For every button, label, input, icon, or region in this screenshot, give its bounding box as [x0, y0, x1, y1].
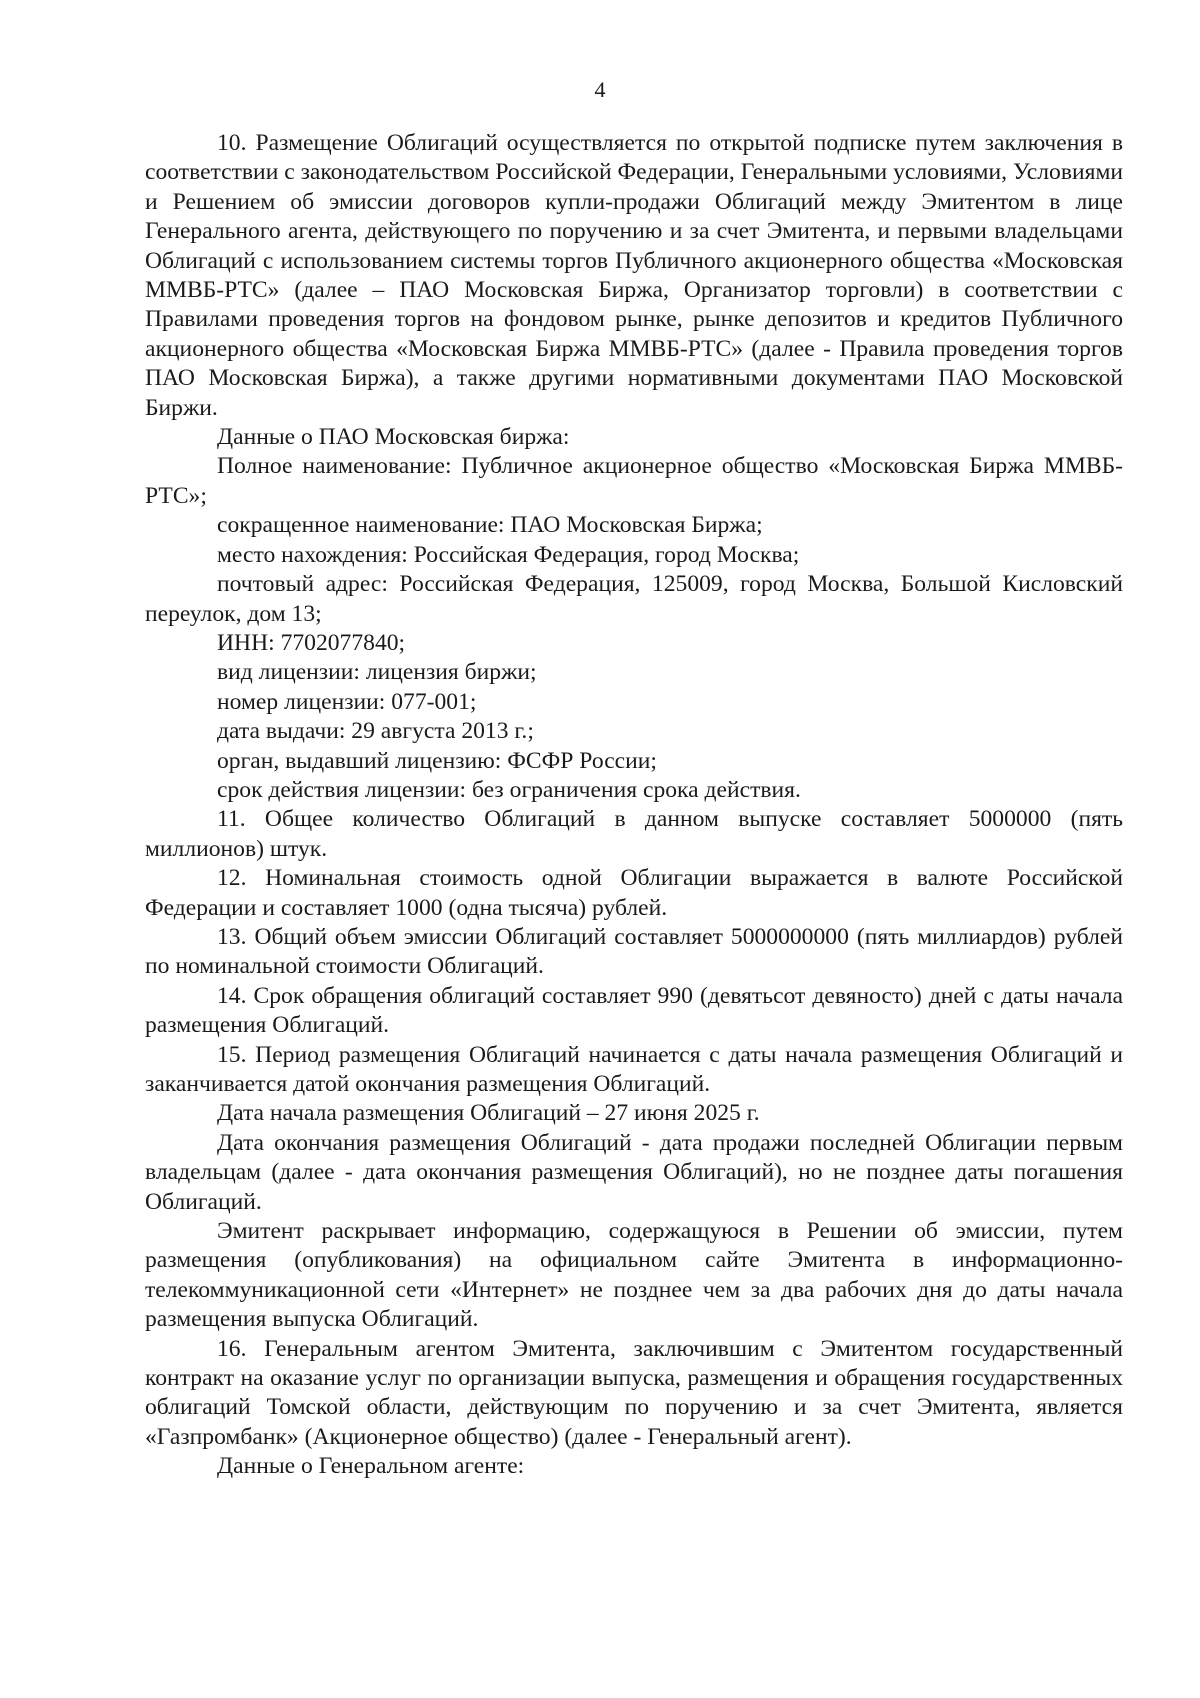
paragraph-license-type: вид лицензии: лицензия биржи;	[217, 659, 537, 686]
paragraph-general-agent-heading: Данные о Генеральном агенте:	[217, 1453, 525, 1480]
paragraph-12-nominal-value: 12. Номинальная стоимость одной Облигации выражается в валюте Российской Федерации и составляет 1000 (одна тысяча) рублей.	[145, 865, 1123, 921]
paragraph-exchange-full-name: Полное наименование: Публичное акционерное общество «Московская Биржа ММВБ-РТС»;	[145, 453, 1123, 509]
paragraph-16-general-agent: 16. Генеральным агентом Эмитента, заключившим с Эмитентом государственный контракт на оказание услуг по организации выпуска, размещения и обращения государственных облигаций Томской области, действующим по поручению и за счет Эмитента, является «Газпромбанк» (Акционерное общество) (далее - Генеральный агент).	[145, 1335, 1123, 1450]
paragraph-exchange-location: место нахождения: Российская Федерация, город Москва;	[217, 541, 800, 568]
paragraph-13-total-volume: 13. Общий объем эмиссии Облигаций составляет 5000000000 (пять миллиардов) рублей по номинальной стоимости Облигаций.	[145, 923, 1123, 980]
paragraph-placement-start-date: Дата начала размещения Облигаций – 27 июня 2025 г.	[217, 1100, 760, 1127]
paragraph-license-number: номер лицензии: 077-001;	[217, 688, 477, 715]
paragraph-exchange-short-name: сокращенное наименование: ПАО Московская Биржа;	[217, 512, 763, 539]
paragraph-disclosure: Эмитент раскрывает информацию, содержащуюся в Решении об эмиссии, путем размещения (опубликования) на официальном сайте Эмитента в информационно-телекоммуникационной сети «Интернет» не позднее чем за два рабочих дня до даты начала размещения выпуска Облигаций.	[145, 1218, 1123, 1333]
page-number: 4	[594, 77, 606, 102]
paragraph-exchange-heading: Данные о ПАО Московская биржа:	[217, 424, 570, 451]
paragraph-placement-end-date: Дата окончания размещения Облигаций - дата продажи последней Облигации первым владельцам (далее - дата окончания размещения Облигаций), но не позднее даты погашения Облигаций.	[145, 1129, 1123, 1215]
paragraph-license-issuer: орган, выдавший лицензию: ФСФР России;	[217, 747, 657, 774]
paragraph-14-circulation-term: 14. Срок обращения облигаций составляет 990 (девятьсот девяносто) дней с даты начала размещения Облигаций.	[145, 982, 1123, 1039]
paragraph-15-placement-period: 15. Период размещения Облигаций начинается с даты начала размещения Облигаций и заканчивается датой окончания размещения Облигаций.	[145, 1041, 1123, 1097]
paragraph-exchange-inn: ИНН: 7702077840;	[217, 629, 406, 656]
paragraph-license-issue-date: дата выдачи: 29 августа 2013 г.;	[217, 718, 534, 745]
paragraph-11-quantity: 11. Общее количество Облигаций в данном выпуске составляет 5000000 (пять миллионов) штук.	[145, 806, 1123, 862]
paragraph-license-term: срок действия лицензии: без ограничения срока действия.	[217, 776, 801, 803]
document-body	[145, 129, 1123, 1482]
paragraph-10-placement: 10. Размещение Облигаций осуществляется по открытой подписке путем заключения в соответствии с законодательством Российской Федерации, Генеральными условиями, Условиями и Решением об эмиссии договоров купли-продажи Облигаций между Эмитентом в лице Генерального агента, действующего по поручению и за счет Эмитента, и первыми владельцами Облигаций с использованием системы торгов Публичного акционерного общества «Московская ММВБ-РТС» (далее – ПАО Московская Биржа, Организатор торговли) в соответствии с Правилами проведения торгов на фондовом рынке, рынке депозитов и кредитов Публичного акционерного общества «Московская Биржа ММВБ-РТС» (далее - Правила проведения торгов ПАО Московская Биржа), а также другими нормативными документами ПАО Московской Биржи.	[145, 130, 1123, 421]
paragraph-exchange-postal-address: почтовый адрес: Российская Федерация, 125009, город Москва, Большой Кисловский переулок, дом 13;	[145, 571, 1123, 627]
